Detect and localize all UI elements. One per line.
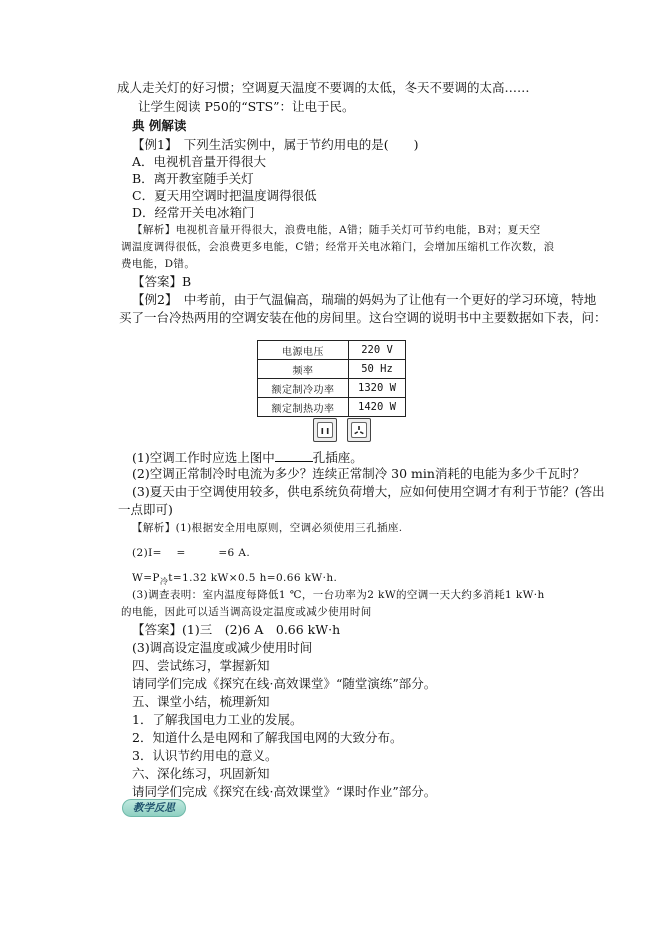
table-cell-value: 220 V: [349, 341, 406, 360]
analysis-line: 的电能，因此可以适当调高设定温度或减少使用时间: [121, 606, 372, 618]
analysis-line: 【解析】(1)根据安全用电原则，空调必须使用三孔插座.: [132, 522, 403, 534]
text-line: 请同学们完成《探究在线·高效课堂》“课时作业”部分。: [132, 784, 437, 799]
answer-line: (3)调高设定温度或减少使用时间: [132, 640, 313, 655]
list-item: 1．了解我国电力工业的发展。: [132, 712, 303, 727]
teaching-reflection-badge: 教学反思: [122, 799, 186, 817]
section-heading: 六、深化练习，巩固新知: [132, 766, 270, 781]
table-cell-value: 1420 W: [349, 398, 406, 417]
example-2-question: 【例2】 中考前，由于气温偏高，瑞瑞的妈妈为了让他有一个更好的学习环境，特地: [132, 292, 597, 307]
analysis-line: (3)调查表明：室内温度每降低1 ℃，一台功率为2 kW的空调一天大约多消耗1 kW·h: [132, 589, 545, 601]
analysis-line: 调温度调得很低，会浪费更多电能，C错；经常开关电冰箱门，会增加压缩机工作次数，浪: [121, 241, 555, 253]
table-cell-key: 频率: [258, 360, 349, 379]
formula-part: t=1.32 kW×0.5 h=0.66 kW·h.: [168, 572, 338, 584]
analysis-line: 费电能，D错。: [121, 258, 196, 270]
option-b: B．离开教室随手关灯: [132, 171, 254, 186]
list-item: 3．认识节约用电的意义。: [132, 748, 278, 763]
option-c: C．夏天用空调时把温度调得很低: [132, 188, 317, 203]
sub-question-1: [132, 449, 363, 466]
section-heading: 四、尝试练习，掌握新知: [132, 658, 270, 673]
text-line: 让学生阅读 P50的“STS”：让电于民。: [138, 99, 355, 114]
analysis-line: 【解析】电视机音量开得很大，浪费电能，A错；随手关灯可节约电能，B对；夏天空: [132, 224, 541, 236]
answer-blank: [275, 449, 313, 462]
sub-question-2: (2)空调正常制冷时电流为多少？连续正常制冷 30 min消耗的电能为多少千瓦时？: [132, 466, 585, 481]
formula-line: (2)I= = =6 A.: [132, 547, 251, 559]
three-hole-socket-icon: [347, 418, 371, 442]
table-row: [258, 360, 406, 379]
option-a: A．电视机音量开得很大: [132, 154, 267, 169]
table-cell-key: 额定制冷功率: [258, 379, 349, 398]
spec-table: [257, 340, 406, 417]
option-d: D．经常开关电冰箱门: [132, 205, 255, 220]
table-cell-value: 50 Hz: [349, 360, 406, 379]
sub-question-1-tail: 孔插座。: [312, 450, 363, 465]
sub-question-3: 一点即可): [118, 502, 173, 517]
formula-part: W=P: [132, 572, 160, 584]
section-heading: 典 例解读: [132, 118, 187, 133]
table-cell-value: 1320 W: [349, 379, 406, 398]
section-heading: 五、课堂小结，梳理新知: [132, 694, 270, 709]
answer-line: 【答案】B: [132, 274, 192, 289]
table-cell-key: 额定制热功率: [258, 398, 349, 417]
sub-question-1-text: (1)空调工作时应选上图中: [132, 450, 275, 465]
text-line: 成人走关灯的好习惯；空调夏天温度不要调的太低，冬天不要调的太高……: [117, 80, 530, 95]
answer-line: 【答案】(1)三 (2)6 A 0.66 kW·h: [132, 622, 341, 637]
table-row: [258, 398, 406, 417]
example-1-question: 【例1】 下列生活实例中，属于节约用电的是( ): [132, 137, 419, 152]
table-row: [258, 341, 406, 360]
table-row: [258, 379, 406, 398]
two-hole-socket-icon: [313, 418, 337, 442]
list-item: 2．知道什么是电网和了解我国电网的大致分布。: [132, 730, 403, 745]
table-cell-key: 电源电压: [258, 341, 349, 360]
text-line: 请同学们完成《探究在线·高效课堂》“随堂演练”部分。: [132, 676, 437, 691]
formula-subscript: 冷: [159, 577, 169, 587]
sub-question-3: (3)夏天由于空调使用较多，供电系统负荷增大，应如何使用空调才有利于节能？(答出: [132, 484, 605, 499]
example-2-question: 买了一台冷热两用的空调安装在他的房间里。这台空调的说明书中主要数据如下表，问：: [119, 310, 607, 325]
